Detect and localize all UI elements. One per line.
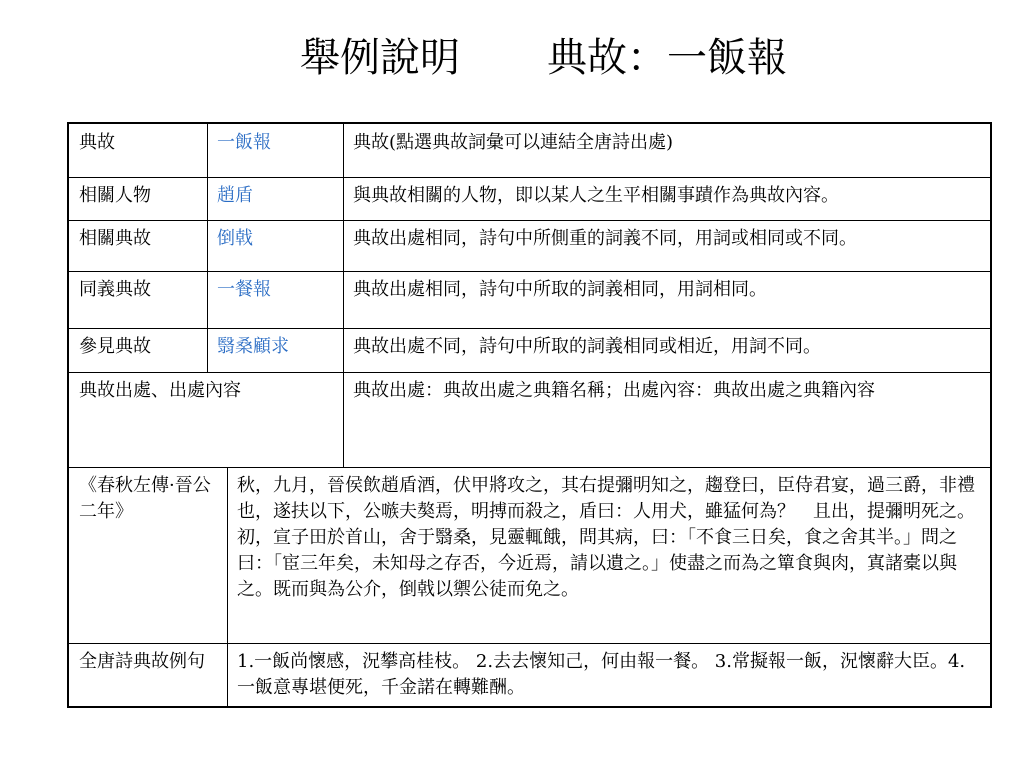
title-right: 典故：一飯報: [547, 35, 787, 81]
row-label: 參見典故: [79, 336, 151, 357]
title-left: 舉例說明: [300, 35, 460, 81]
row-description: 典故出處不同，詩句中所取的詞義相同或相近，用詞不同。: [353, 336, 821, 357]
row-label: 同義典故: [79, 279, 151, 300]
term-link-zhaodun[interactable]: 趙盾: [217, 185, 253, 206]
allusion-table: [67, 122, 992, 708]
term-link-yicanbao[interactable]: 一餐報: [217, 279, 271, 300]
row-label: 典故: [79, 132, 115, 153]
source-row-description: 典故出處：典故出處之典籍名稱；出處內容：典故出處之典籍內容: [353, 380, 875, 401]
row-description: 與典故相關的人物，即以某人之生平相關事蹟作為典故內容。: [353, 185, 839, 206]
row-description: 典故出處相同，詩句中所側重的詞義不同，用詞或相同或不同。: [353, 228, 857, 249]
example-verses: 1.一飯尚懷感，況攀高桂枝。 2.去去懷知己，何由報一餐。 3.常擬報一飯，況懷辭大臣。4.一飯意專堪便死，千金諾在轉難酬。: [237, 651, 966, 698]
row-label: 相關典故: [79, 228, 151, 249]
book-citation: 《春秋左傳·晉公二年》: [79, 475, 211, 522]
term-link-daoji[interactable]: 倒戟: [217, 228, 253, 249]
term-link-yisangguqiu[interactable]: 翳桑顧求: [217, 336, 289, 357]
term-link-yifanbao[interactable]: 一飯報: [217, 132, 271, 153]
source-row-label: 典故出處、出處內容: [79, 380, 241, 401]
row-description: 典故出處相同，詩句中所取的詞義相同，用詞相同。: [353, 279, 767, 300]
row-description: 典故(點選典故詞彙可以連結全唐詩出處): [353, 132, 674, 153]
book-passage: 秋，九月，晉侯飲趙盾酒，伏甲將攻之，其右提彌明知之，趨登曰，臣侍君宴，過三爵，非禮也，遂扶以下，公嗾夫獒焉，明搏而殺之，盾曰：人用犬，雖猛何為？ 且出，提彌明死之。初，宣子田於首山，舍于翳桑，見靈輒餓，問其病，曰：「不食三日矣，食之舍其半。」問之曰：「宦三年矣，未知母之存否，今近焉，請以遺之。」使盡之而為之簞食與肉，寘諸橐以與之。既而與為公介，倒戟以禦公徒而免之。: [237, 475, 975, 600]
row-label: 相關人物: [79, 185, 151, 206]
example-row-label: 全唐詩典故例句: [79, 651, 205, 672]
